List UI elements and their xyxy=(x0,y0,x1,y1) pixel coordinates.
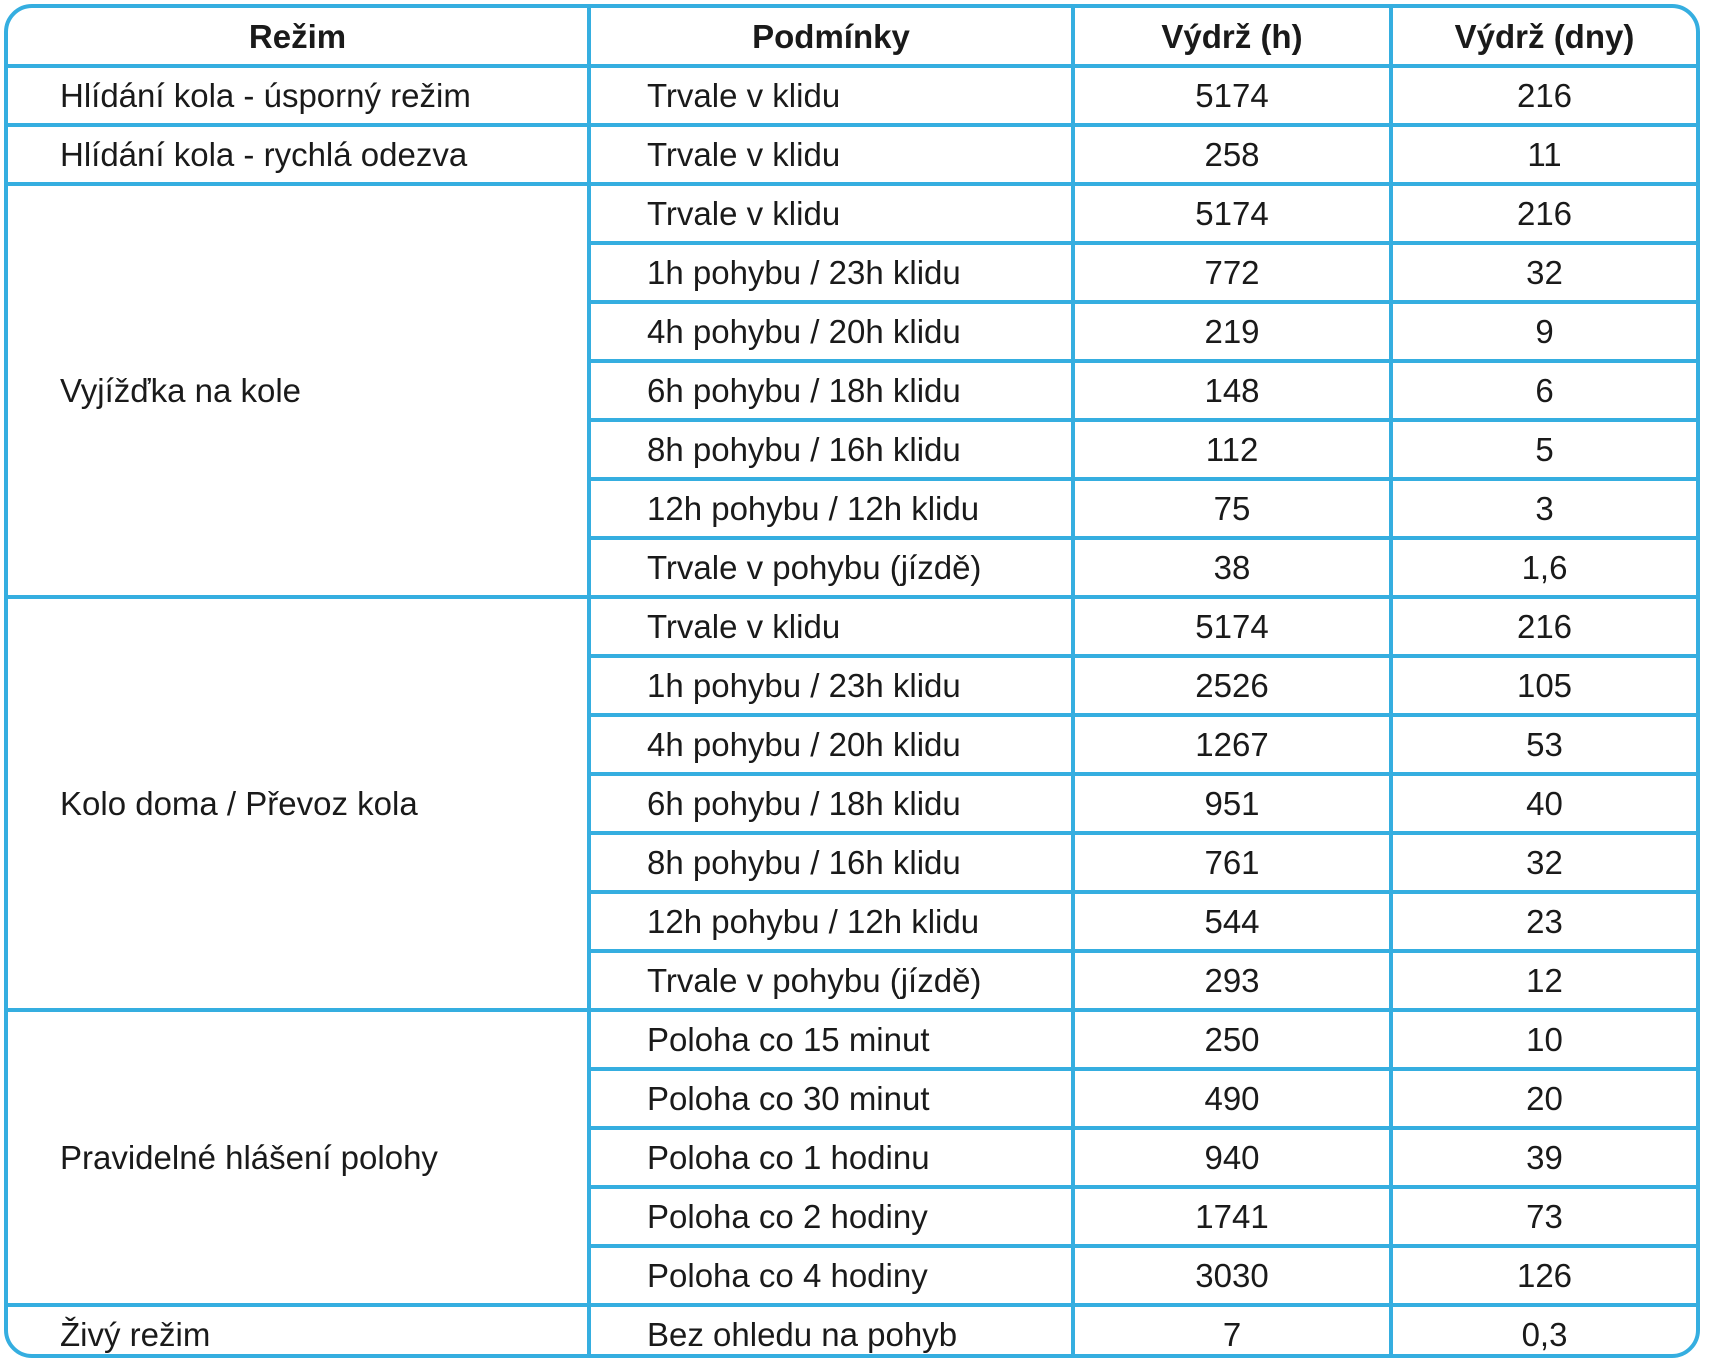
table-row xyxy=(8,1010,1696,1069)
hours-cell: 75 xyxy=(1073,479,1391,538)
condition-cell: 12h pohybu / 12h klidu xyxy=(589,479,1073,538)
condition-cell: 6h pohybu / 18h klidu xyxy=(589,774,1073,833)
header-mode: Režim xyxy=(8,8,589,66)
condition-cell: 6h pohybu / 18h klidu xyxy=(589,361,1073,420)
hours-cell: 951 xyxy=(1073,774,1391,833)
mode-cell: Živý režim xyxy=(8,1305,589,1358)
hours-cell: 148 xyxy=(1073,361,1391,420)
hours-cell: 1267 xyxy=(1073,715,1391,774)
days-cell: 11 xyxy=(1391,125,1696,184)
condition-cell: 12h pohybu / 12h klidu xyxy=(589,892,1073,951)
mode-cell: Hlídání kola - rychlá odezva xyxy=(8,125,589,184)
header-days: Výdrž (dny) xyxy=(1391,8,1696,66)
hours-cell: 5174 xyxy=(1073,597,1391,656)
days-cell: 216 xyxy=(1391,184,1696,243)
days-cell: 12 xyxy=(1391,951,1696,1010)
hours-cell: 544 xyxy=(1073,892,1391,951)
hours-cell: 250 xyxy=(1073,1010,1391,1069)
condition-cell: Trvale v pohybu (jízdě) xyxy=(589,538,1073,597)
days-cell: 6 xyxy=(1391,361,1696,420)
days-cell: 23 xyxy=(1391,892,1696,951)
hours-cell: 112 xyxy=(1073,420,1391,479)
hours-cell: 2526 xyxy=(1073,656,1391,715)
days-cell: 73 xyxy=(1391,1187,1696,1246)
days-cell: 53 xyxy=(1391,715,1696,774)
days-cell: 32 xyxy=(1391,243,1696,302)
days-cell: 105 xyxy=(1391,656,1696,715)
hours-cell: 7 xyxy=(1073,1305,1391,1358)
mode-cell: Hlídání kola - úsporný režim xyxy=(8,66,589,125)
condition-cell: 8h pohybu / 16h klidu xyxy=(589,833,1073,892)
header-hours: Výdrž (h) xyxy=(1073,8,1391,66)
mode-cell: Kolo doma / Převoz kola xyxy=(8,597,589,1010)
mode-cell: Pravidelné hlášení polohy xyxy=(8,1010,589,1305)
header-conditions: Podmínky xyxy=(589,8,1073,66)
days-cell: 5 xyxy=(1391,420,1696,479)
condition-cell: Poloha co 4 hodiny xyxy=(589,1246,1073,1305)
battery-life-table xyxy=(8,8,1696,1358)
days-cell: 10 xyxy=(1391,1010,1696,1069)
mode-cell: Vyjížďka na kole xyxy=(8,184,589,597)
days-cell: 216 xyxy=(1391,597,1696,656)
battery-life-table-frame xyxy=(4,4,1700,1358)
days-cell: 40 xyxy=(1391,774,1696,833)
hours-cell: 5174 xyxy=(1073,66,1391,125)
condition-cell: Trvale v klidu xyxy=(589,66,1073,125)
condition-cell: Trvale v klidu xyxy=(589,184,1073,243)
condition-cell: 4h pohybu / 20h klidu xyxy=(589,715,1073,774)
condition-cell: Poloha co 30 minut xyxy=(589,1069,1073,1128)
table-row xyxy=(8,1305,1696,1358)
hours-cell: 490 xyxy=(1073,1069,1391,1128)
days-cell: 20 xyxy=(1391,1069,1696,1128)
table-row xyxy=(8,184,1696,243)
table-row xyxy=(8,597,1696,656)
condition-cell: 1h pohybu / 23h klidu xyxy=(589,656,1073,715)
condition-cell: 8h pohybu / 16h klidu xyxy=(589,420,1073,479)
days-cell: 1,6 xyxy=(1391,538,1696,597)
hours-cell: 772 xyxy=(1073,243,1391,302)
condition-cell: 4h pohybu / 20h klidu xyxy=(589,302,1073,361)
condition-cell: Poloha co 15 minut xyxy=(589,1010,1073,1069)
condition-cell: 1h pohybu / 23h klidu xyxy=(589,243,1073,302)
hours-cell: 761 xyxy=(1073,833,1391,892)
hours-cell: 1741 xyxy=(1073,1187,1391,1246)
condition-cell: Bez ohledu na pohyb xyxy=(589,1305,1073,1358)
condition-cell: Trvale v klidu xyxy=(589,597,1073,656)
table-row xyxy=(8,66,1696,125)
hours-cell: 293 xyxy=(1073,951,1391,1010)
hours-cell: 5174 xyxy=(1073,184,1391,243)
condition-cell: Trvale v pohybu (jízdě) xyxy=(589,951,1073,1010)
condition-cell: Poloha co 1 hodinu xyxy=(589,1128,1073,1187)
table-row xyxy=(8,125,1696,184)
days-cell: 0,3 xyxy=(1391,1305,1696,1358)
days-cell: 9 xyxy=(1391,302,1696,361)
hours-cell: 38 xyxy=(1073,538,1391,597)
table-body xyxy=(8,66,1696,1358)
days-cell: 3 xyxy=(1391,479,1696,538)
hours-cell: 219 xyxy=(1073,302,1391,361)
condition-cell: Poloha co 2 hodiny xyxy=(589,1187,1073,1246)
header-row xyxy=(8,8,1696,66)
hours-cell: 258 xyxy=(1073,125,1391,184)
days-cell: 126 xyxy=(1391,1246,1696,1305)
hours-cell: 3030 xyxy=(1073,1246,1391,1305)
hours-cell: 940 xyxy=(1073,1128,1391,1187)
condition-cell: Trvale v klidu xyxy=(589,125,1073,184)
days-cell: 39 xyxy=(1391,1128,1696,1187)
days-cell: 32 xyxy=(1391,833,1696,892)
days-cell: 216 xyxy=(1391,66,1696,125)
